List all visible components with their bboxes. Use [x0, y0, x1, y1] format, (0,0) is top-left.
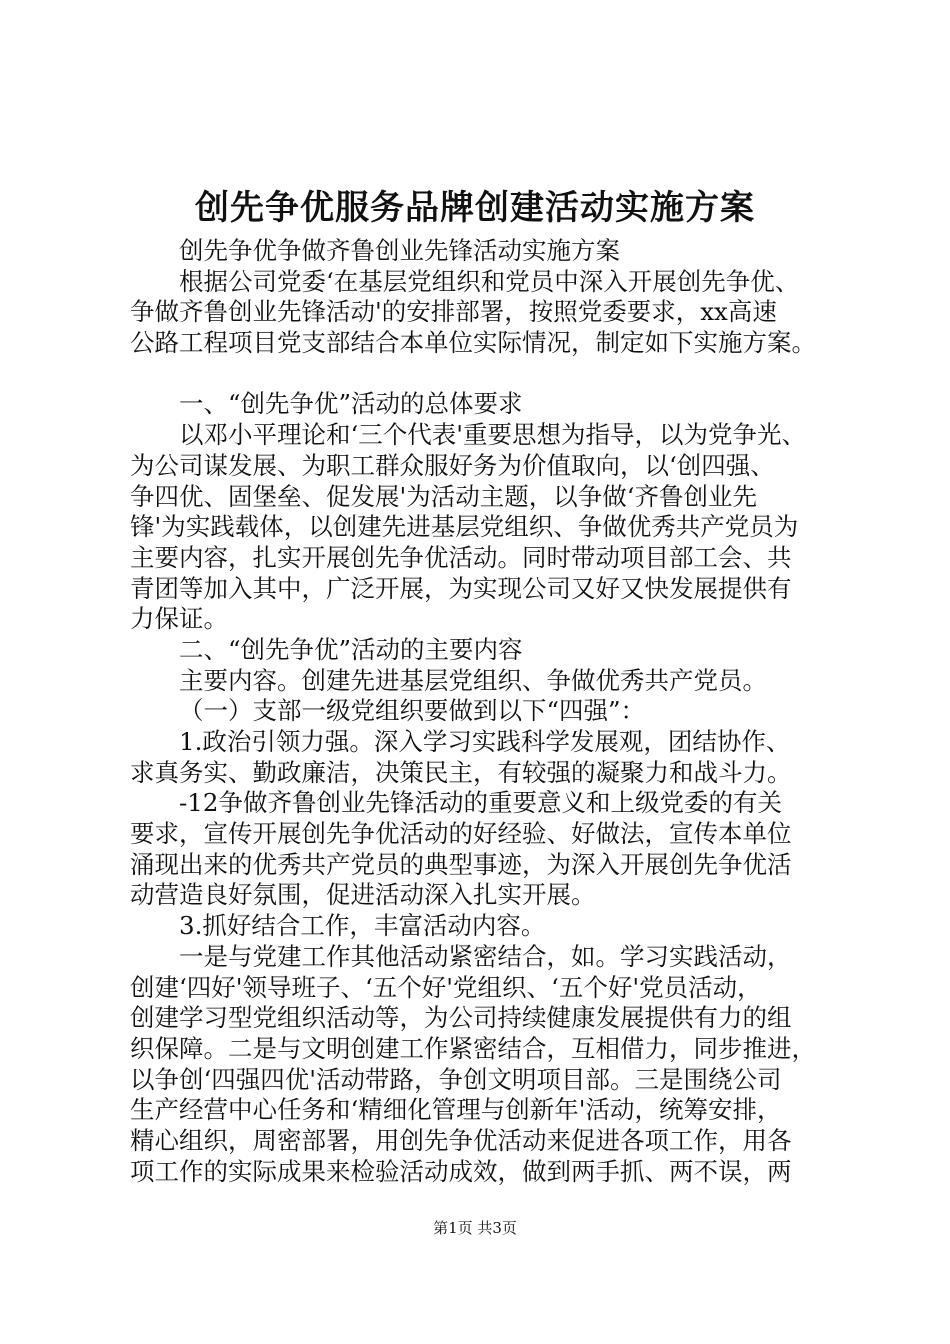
paragraph-line: 主要内容。创建先进基层党组织、争做优秀共产党员。	[179, 665, 767, 695]
paragraph-line: 以争创‘四强四优'活动带路，争创文明项目部。三是围绕公司	[130, 1064, 782, 1094]
paragraph-line: 为公司谋发展、为职工群众服好务为价值取向，以‘创四强、	[130, 450, 775, 480]
paragraph-line: 要求，宣传开展创先争优活动的好经验、好做法，宣传本单位	[130, 819, 792, 849]
page-footer: 第1页 共3页	[433, 1219, 517, 1237]
paragraph-line: 争四优、固堡垒、促发展'为活动主题，以争做‘齐鲁创业先	[130, 481, 758, 511]
paragraph-line: 生产经营中心任务和‘精细化管理与创新年'活动，统筹安排，	[130, 1095, 782, 1125]
paragraph-gap	[130, 359, 830, 390]
paragraph-line: 项工作的实际成果来检验活动成效，做到两手抓、两不误，两	[130, 1156, 792, 1186]
paragraph-line: 创建‘四好'领导班子、‘五个好'党组织、‘五个好'党员活动，	[130, 972, 762, 1002]
paragraph-line: 公路工程项目党支部结合本单位实际情况，制定如下实施方案。	[130, 328, 816, 358]
paragraph-line: 以邓小平理论和‘三个代表'重要思想为指导，以为党争光、	[179, 420, 807, 450]
paragraph-line: 织保障。二是与文明创建工作紧密结合，互相借力，同步推进，	[130, 1033, 816, 1063]
paragraph-line: 求真务实、勤政廉洁，决策民主，有较强的凝聚力和战斗力。	[130, 757, 792, 787]
paragraph-line: 1.政治引领力强。深入学习实践科学发展观，团结协作、	[179, 727, 791, 756]
subsection-heading: （一）支部一级党组织要做到以下“四强”：	[179, 696, 646, 726]
paragraph-line: 主要内容，扎实开展创先争优活动。同时带动项目部工会、共	[130, 542, 792, 572]
paragraph-line: -12争做齐鲁创业先锋活动的重要意义和上级党委的有关	[179, 788, 782, 818]
paragraph-line: 创建学习型党组织活动等，为公司持续健康发展提供有力的组	[130, 1003, 792, 1033]
paragraph-line: 根据公司党委‘在基层党组织和党员中深入开展创先争优、	[179, 266, 800, 296]
paragraph-line: 3.抓好结合工作，丰富活动内容。	[179, 911, 546, 941]
document-title: 创先争优服务品牌创建活动实施方案	[195, 188, 755, 228]
paragraph-line: 一是与党建工作其他活动紧密结合，如。学习实践活动，	[179, 941, 792, 971]
section-heading: 一、“创先争优”活动的总体要求	[179, 389, 523, 419]
paragraph-line: 争做齐鲁创业先锋活动'的安排部署，按照党委要求，xx高速	[130, 297, 777, 327]
section-heading: 二、“创先争优”活动的主要内容	[179, 634, 523, 664]
document-body	[130, 236, 830, 1187]
paragraph-line: 锋'为实践载体，以创建先进基层党组织、争做优秀共产党员为	[130, 512, 799, 542]
paragraph-line: 力保证。	[130, 604, 228, 634]
paragraph-line: 青团等加入其中，广泛开展，为实现公司又好又快发展提供有	[130, 573, 792, 603]
paragraph-line: 动营造良好氛围，促进活动深入扎实开展。	[130, 880, 596, 910]
subtitle-line: 创先争优争做齐鲁创业先锋活动实施方案	[179, 236, 620, 265]
paragraph-line: 精心组织，周密部署，用创先争优活动来促进各项工作，用各	[130, 1125, 792, 1155]
paragraph-line: 涌现出来的优秀共产党员的典型事迹，为深入开展创先争优活	[130, 849, 792, 879]
